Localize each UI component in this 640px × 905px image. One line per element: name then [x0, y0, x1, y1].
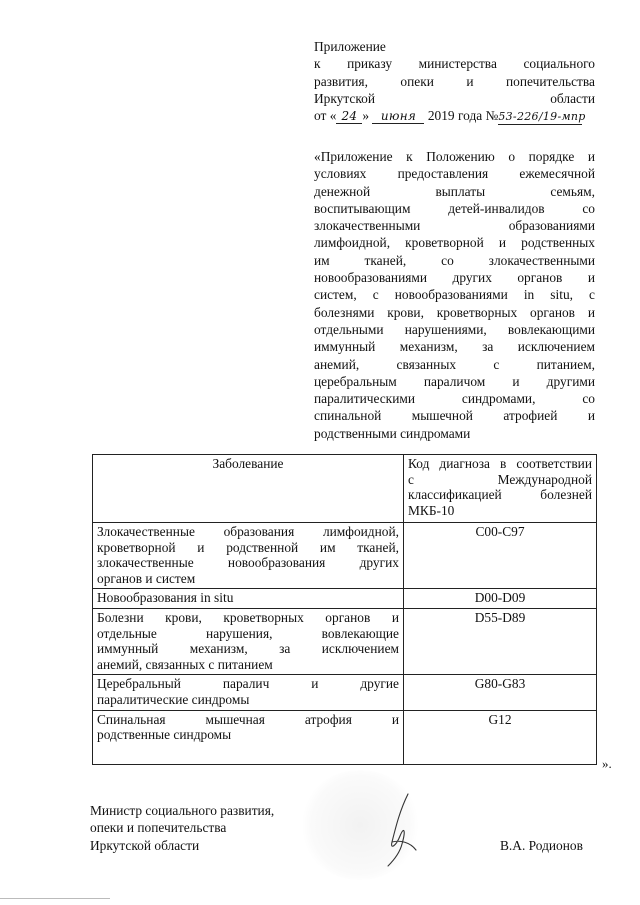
appendix-line: злокачественными образованиями [314, 218, 595, 234]
table-row [93, 523, 597, 589]
disease-line-last: Новообразования in situ [97, 590, 234, 606]
disease-cell [93, 608, 404, 674]
disease-line: Спинальная мышечная атрофия и [97, 711, 399, 727]
disease-line: Злокачественные образования лимфоидной, [97, 524, 399, 539]
signature-block [90, 802, 274, 854]
appendix-line: отдельными нарушениями, вовлекающими [314, 321, 595, 337]
signer-position-line: опеки и попечительства [90, 820, 227, 836]
appendix-line-last: родственными синдромами [314, 425, 471, 441]
appendix-line: «Приложение к Положению о порядке и [314, 149, 595, 164]
appendix-line: спинальной мышечной атрофией и [314, 408, 595, 424]
appendix-line: анемий, связанных с питанием, [314, 356, 595, 372]
table-row [93, 589, 597, 609]
signer-position-line: Министр социального развития, [90, 803, 275, 818]
disease-line: Церебральный паралич и другие [97, 676, 399, 692]
approval-region-a: Иркутской [314, 90, 376, 106]
header-code-line: с Международной [408, 471, 592, 487]
date-prefix: от « [314, 108, 337, 124]
disease-cell [93, 675, 404, 710]
code-cell: G80-G83 [404, 675, 597, 710]
appendix-line: церебральным параличом и другими [314, 373, 595, 389]
approval-line-4 [314, 90, 595, 107]
appendix-title [314, 148, 595, 442]
code-cell: C00-C97 [404, 523, 597, 589]
date-month: июня [372, 109, 424, 124]
disease-line: злокачественные новообразования других [97, 555, 399, 571]
date-day: 24 [336, 109, 362, 124]
disease-cell [93, 710, 404, 764]
appendix-line: болезнями крови, кроветворных органов и [314, 304, 595, 320]
disease-cell [93, 589, 404, 609]
table-row [93, 710, 597, 764]
disease-line: отдельные нарушения, вовлекающие [97, 625, 399, 641]
signer-position-line: Иркутской области [90, 837, 200, 853]
disease-line-last: анемий, связанных с питанием [97, 656, 273, 672]
appendix-line: условиях предоставления ежемесячной [314, 166, 595, 182]
header-code-line: классификацией болезней [408, 487, 592, 503]
appendix-line: паралитическими синдромами, со [314, 391, 595, 407]
date-year: 2019 года № [427, 108, 499, 124]
closing-quote: ». [602, 756, 612, 771]
disease-line-last: паралитические синдромы [97, 691, 250, 707]
table-row [93, 675, 597, 710]
disease-line-last: родственные синдромы [97, 727, 232, 743]
signer-name: В.А. Родионов [500, 838, 583, 853]
appendix-line: лимфоидной, кроветворной и родственных [314, 235, 595, 251]
appendix-line: новообразованиями других органов и [314, 270, 595, 286]
footer-divider [0, 898, 110, 899]
approval-line-1: Приложение [314, 39, 386, 54]
table-header-row [93, 455, 597, 523]
disease-line-last: органов и систем [97, 570, 196, 586]
approval-line-2: к приказу министерства социального [314, 56, 595, 72]
approval-date-line [314, 107, 595, 125]
code-cell: D00-D09 [404, 589, 597, 609]
appendix-line: им тканей, со злокачественными [314, 252, 595, 268]
diseases-table [92, 454, 597, 765]
date-mid: » [362, 108, 370, 124]
table-row [93, 608, 597, 674]
handwritten-signature [370, 790, 430, 870]
approval-region-b: области [550, 90, 595, 106]
appendix-line: денежной выплаты семьям, [314, 183, 595, 199]
appendix-line: воспитывающим детей-инвалидов со [314, 200, 595, 216]
order-number: 53-226/19-мпр [498, 110, 586, 124]
disease-line: кроветворной и родственной им тканей, [97, 539, 399, 555]
appendix-line: иммунный механизм, за исключением [314, 339, 595, 355]
appendix-line: систем, с новообразованиями in situ, с [314, 287, 595, 303]
header-code-line: Код диагноза в соответствии [408, 456, 592, 471]
approval-line-3: развития, опеки и попечительства [314, 73, 595, 89]
header-disease: Заболевание [93, 455, 404, 523]
disease-cell [93, 523, 404, 589]
code-cell: D55-D89 [404, 608, 597, 674]
approval-header [314, 38, 595, 125]
code-cell: G12 [404, 710, 597, 764]
header-code-line-last: МКБ-10 [408, 502, 455, 518]
header-code [404, 455, 597, 523]
disease-line: иммунный механизм, за исключением [97, 641, 399, 657]
disease-line: Болезни крови, кроветворных органов и [97, 609, 399, 625]
